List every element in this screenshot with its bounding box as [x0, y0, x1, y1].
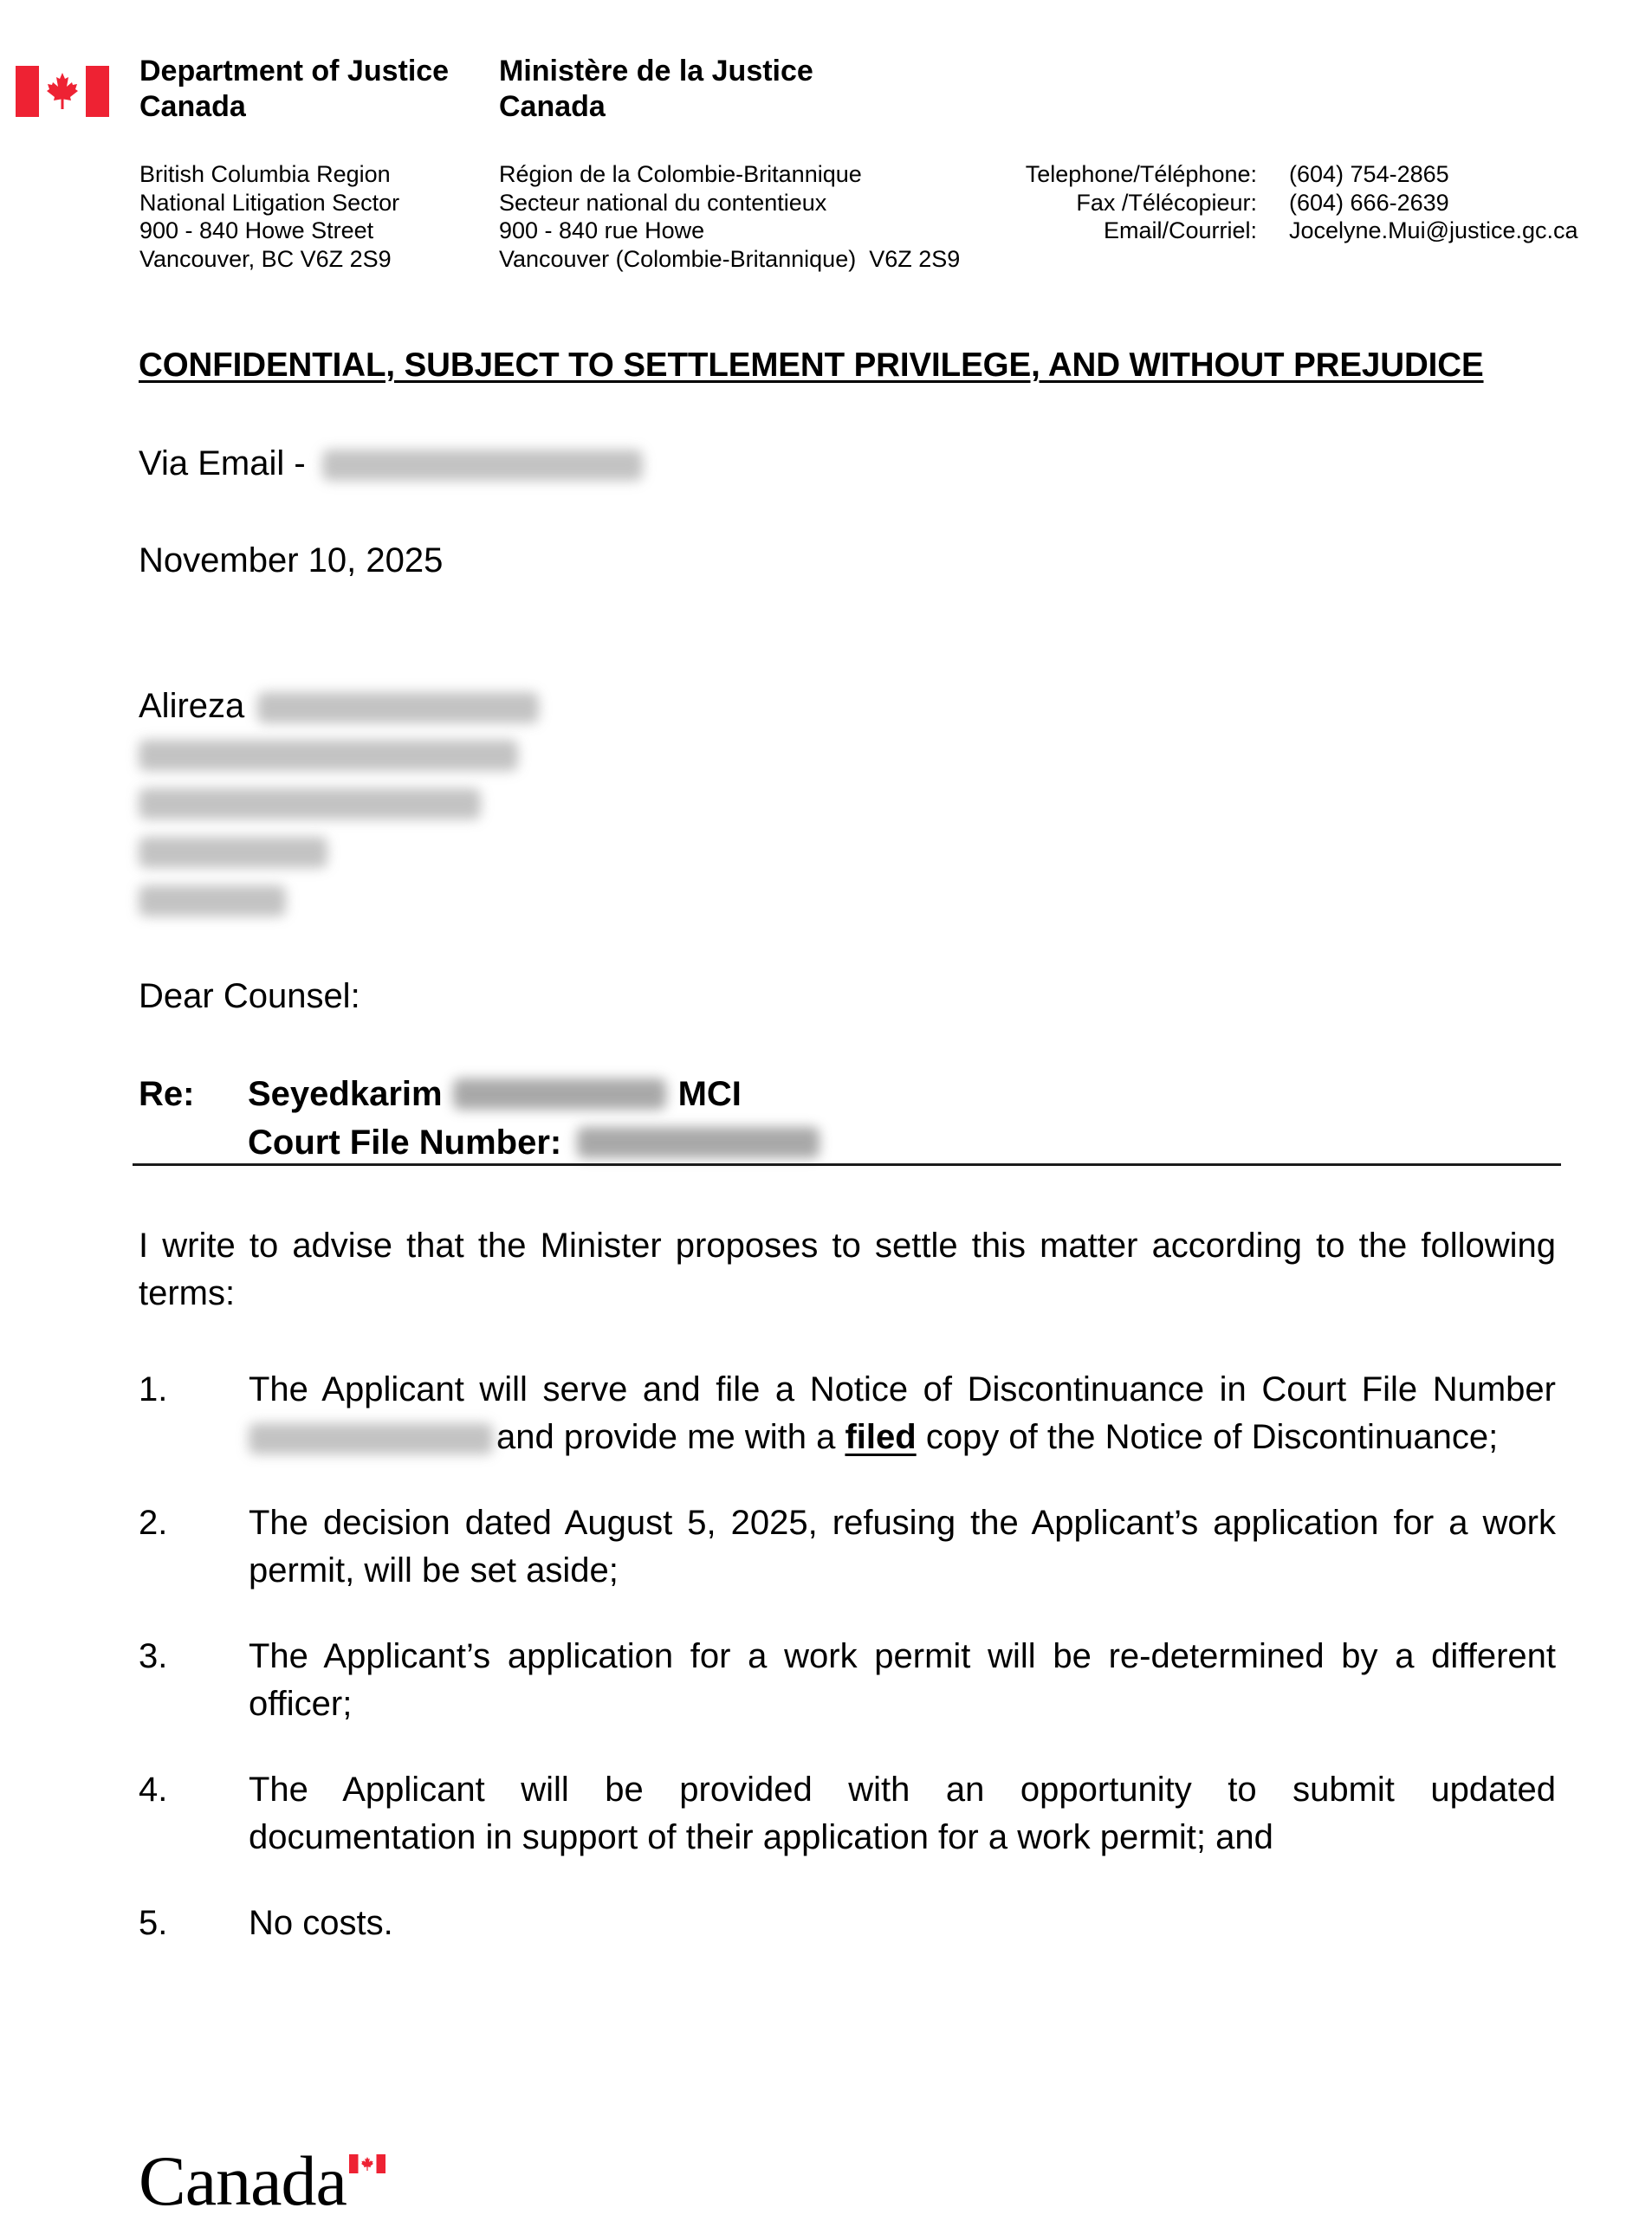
fax-value: (604) 666-2639 [1289, 189, 1449, 216]
intro-paragraph: I write to advise that the Minister proposes to settle this matter according to the following terms: [139, 1227, 1556, 1312]
term-text-after: copy of the Notice of Discontinuance; [925, 1418, 1499, 1456]
department-title-en-line2: Canada [139, 90, 246, 123]
term-number: 4. [139, 1771, 168, 1809]
term-text: No costs. [249, 1904, 393, 1942]
term-number: 5. [139, 1904, 168, 1942]
re-block [139, 1070, 820, 1167]
term-number: 1. [139, 1370, 168, 1408]
term-item [139, 1900, 1556, 1947]
canada-wordmark [139, 2141, 398, 2220]
contact-block [953, 160, 1578, 245]
re-party-suffix: MCI [677, 1075, 742, 1113]
contact-label: Telephone/Téléphone: [1025, 161, 1257, 187]
canada-flag-icon [16, 66, 109, 117]
wordmark-flag-icon [349, 2154, 385, 2173]
address-en [139, 160, 399, 273]
department-title-fr-line2: Canada [499, 90, 606, 123]
contact-email [953, 217, 1578, 245]
redacted-party-surname [453, 1078, 666, 1110]
department-title-fr-line1: Ministère de la Justice [499, 55, 813, 87]
letter-date: November 10, 2025 [139, 541, 444, 580]
confidential-heading: CONFIDENTIAL, SUBJECT TO SETTLEMENT PRIVILEGE, AND WITHOUT PREJUDICE [139, 346, 1484, 384]
term-text-line1: The Applicant will serve and file a Notice of Discontinuance in Court File Number [249, 1370, 1556, 1408]
redacted-court-file-number [249, 1423, 493, 1454]
redacted-address-line [139, 740, 518, 771]
redacted-email [322, 450, 643, 481]
address-line: Vancouver (Colombie-Britannique) V6Z 2S9 [499, 245, 961, 272]
contact-label: Email/Courriel: [1103, 217, 1257, 243]
recipient-block [139, 683, 539, 924]
redacted-address-line [139, 885, 286, 916]
re-court-file-row [139, 1118, 820, 1167]
settlement-terms-list [139, 1366, 1556, 1985]
term-number: 2. [139, 1504, 168, 1542]
email-value[interactable]: Jocelyne.Mui@justice.gc.ca [1289, 217, 1578, 243]
address-line: Secteur national du contentieux [499, 189, 827, 216]
redacted-surname [257, 692, 539, 723]
term-text-line2 [249, 1414, 1556, 1461]
re-party-name: Seyedkarim [248, 1075, 443, 1113]
address-line: 900 - 840 Howe Street [139, 217, 374, 243]
address-fr [499, 160, 960, 273]
redacted-address-line [139, 837, 327, 868]
term-text-line2: documentation in support of their application for a work permit; and [249, 1818, 1273, 1856]
contact-fax [953, 189, 1578, 217]
address-line: National Litigation Sector [139, 189, 400, 216]
term-item [139, 1766, 1556, 1862]
term-text: The Applicant’s application for a work permit will be re-determined by a different officer; [249, 1637, 1556, 1723]
term-item [139, 1366, 1556, 1461]
re-label: Re: [139, 1075, 195, 1113]
address-line: Région de la Colombie-Britannique [499, 161, 862, 187]
term-item [139, 1499, 1556, 1595]
recipient-name-line [139, 683, 539, 730]
court-file-label: Court File Number: [248, 1123, 562, 1162]
via-email-line [139, 440, 643, 488]
recipient-first-name: Alireza [139, 687, 245, 725]
term-text: The decision dated August 5, 2025, refusing the Applicant’s application for a work permit, will be set aside; [249, 1504, 1556, 1590]
term-text-line1: The Applicant will be provided with an opportunity to submit updated [249, 1771, 1556, 1809]
contact-label: Fax /Télécopieur: [1076, 189, 1257, 216]
department-title-en-line1: Department of Justice [139, 55, 450, 87]
redacted-court-file-number [577, 1127, 820, 1158]
term-text-mid: and provide me with a [496, 1418, 836, 1456]
address-line: Vancouver, BC V6Z 2S9 [139, 245, 392, 272]
address-line: British Columbia Region [139, 161, 391, 187]
term-emphasis-filed: filed [845, 1418, 917, 1456]
address-line: 900 - 840 rue Howe [499, 217, 705, 243]
telephone-value: (604) 754-2865 [1289, 161, 1449, 187]
subject-separator [133, 1163, 1561, 1166]
term-number: 3. [139, 1637, 168, 1675]
via-email-label: Via Email - [139, 444, 306, 482]
redacted-address-line [139, 788, 481, 819]
term-item [139, 1633, 1556, 1728]
department-title-en [139, 54, 449, 125]
re-party-row [139, 1070, 820, 1118]
term-text [249, 1766, 1556, 1862]
wordmark-text: Canada [139, 2141, 347, 2220]
department-title-fr [499, 54, 813, 125]
contact-telephone [953, 160, 1578, 189]
term-text [249, 1366, 1556, 1461]
salutation: Dear Counsel: [139, 977, 360, 1015]
